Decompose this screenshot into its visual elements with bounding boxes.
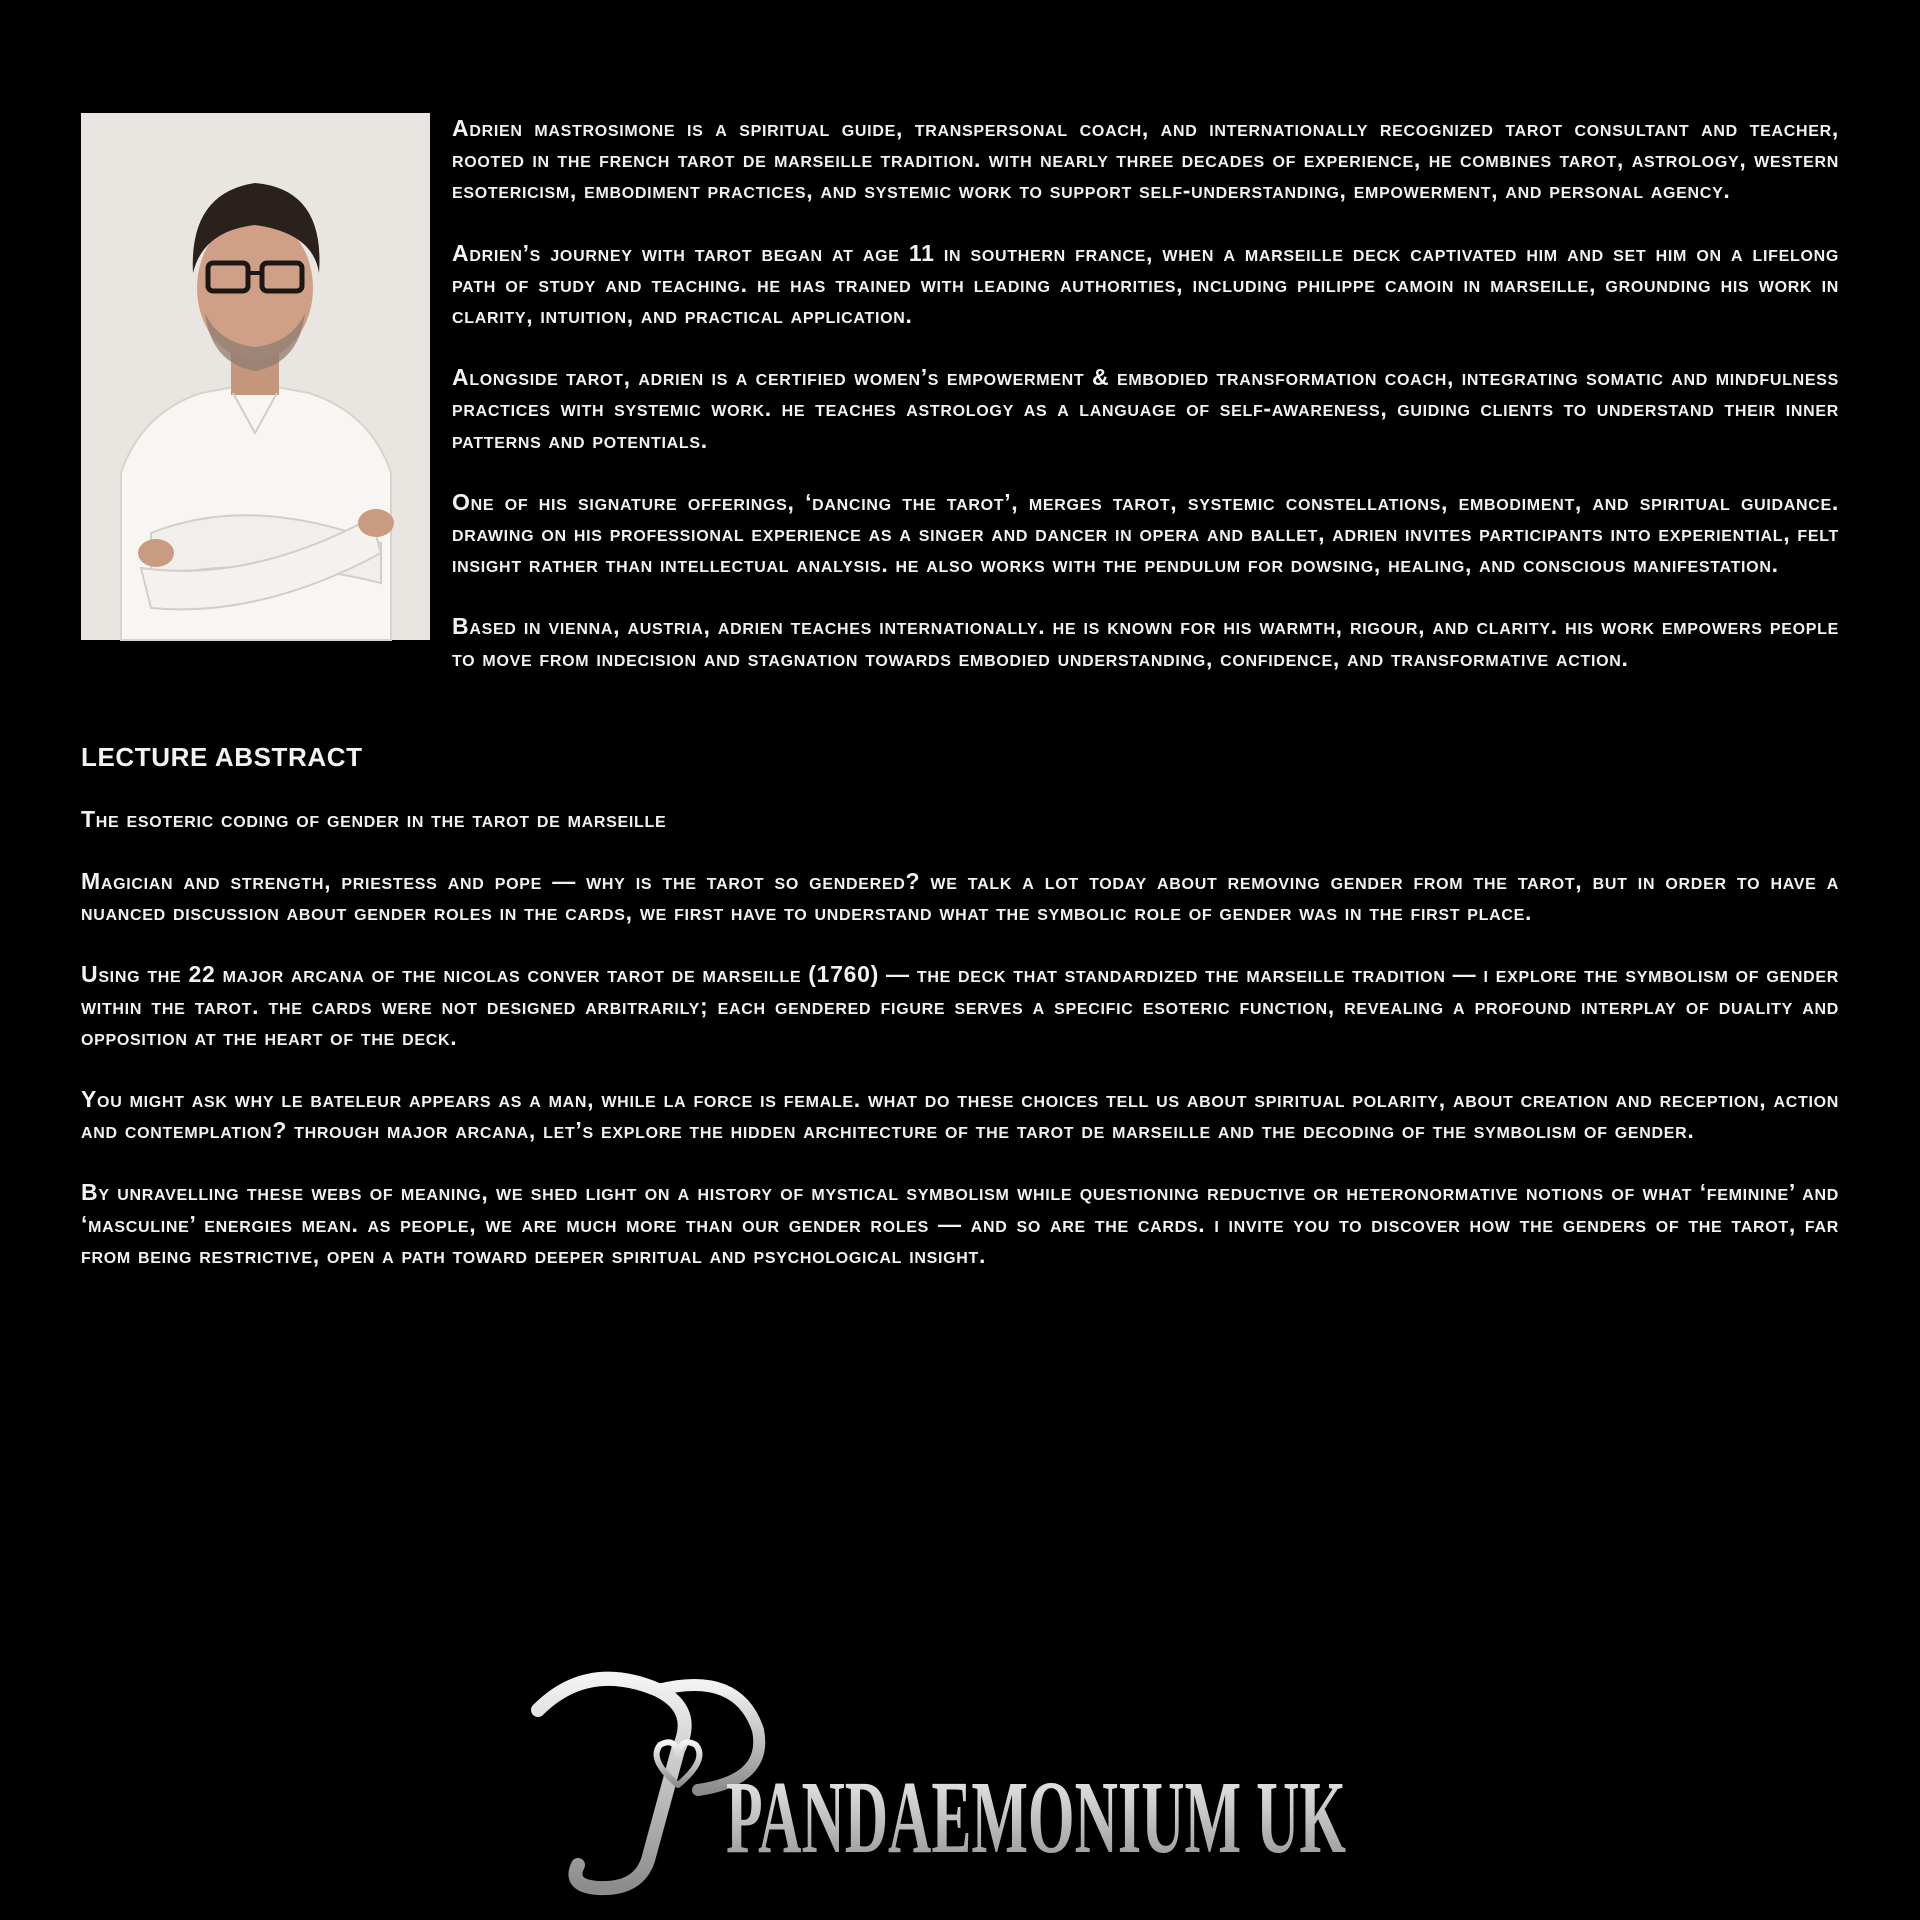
- abstract-paragraph-2: Using the 22 major arcana of the nicolas conver tarot de marseille (1760) — the deck that standardized the marseille tradition — i explore the symbolism of gender within the tarot. the cards were not designed arbitrarily; each gendered figure serves a specific esoteric function, revealing a profound interplay of duality and opposition at the heart of the deck.: [81, 961, 1839, 1050]
- lecture-abstract-heading: LECTURE ABSTRACT: [81, 741, 363, 772]
- logo-text: PANDAEMONIUM UK: [726, 1760, 1347, 1875]
- bio-paragraph-4: One of his signature offerings, ‘dancing the tarot’, merges tarot, systemic constellations, embodiment, and spiritual guidance. drawing on his professional experience as a singer and dancer in opera and ballet, adrien invites participants into experiential, felt insight rather than intellectual analysis. he also works with the pendulum for dowsing, healing, and conscious manifestation.: [452, 488, 1839, 578]
- bio-paragraph-2: Adrien’s journey with tarot began at age 11 in southern france, when a marseille deck captivated him and set him on a lifelong path of study and teaching. he has trained with leading authorities, including philippe camoin in marseille, grounding his work in clarity, intuition, and practical application.: [452, 239, 1839, 329]
- abstract-paragraph-1: Magician and strength, priestess and pope — why is the tarot so gendered? we talk a lot today about removing gender from the tarot, but in order to have a nuanced discussion about gender roles in the cards, we first have to understand what the symbolic role of gender was in the first place.: [81, 868, 1839, 926]
- portrait-image: [81, 113, 430, 640]
- lecture-title: The esoteric coding of gender in the tarot de marseille: [81, 805, 667, 832]
- abstract-paragraph-4: By unravelling these webs of meaning, we shed light on a history of mystical symbolism while questioning reductive or heteronormative notions of what ‘feminine’ and ‘masculine’ energies mean. as people, we are much more than our gender roles — and so are the cards. i invite you to discover how the genders of the tarot, far from being restrictive, open a path toward deeper spiritual and psychological insight.: [81, 1179, 1839, 1268]
- author-portrait: [81, 113, 430, 640]
- bio-paragraph-3: Alongside tarot, adrien is a certified women’s empowerment & embodied transformation coach, integrating somatic and mindfulness practices with systemic work. he teaches astrology as a language of self-awareness, guiding clients to understand their inner patterns and potentials.: [452, 364, 1839, 453]
- pandaemonium-logo: [528, 1650, 1378, 1900]
- document-page: [81, 113, 1839, 1302]
- leviathan-cross-icon: [652, 1670, 704, 1785]
- abstract-paragraph-3: You might ask why le bateleur appears as a man, while la force is female. what do these choices tell us about spiritual polarity, about creation and reception, action and contemplation? through major arcana, let’s explore the hidden architecture of the tarot de marseille and the decoding of the symbolism of gender.: [81, 1086, 1839, 1144]
- bio-paragraph-1: Adrien mastrosimone is a spiritual guide, transpersonal coach, and internationally recognized tarot consultant and teacher, rooted in the french tarot de marseille tradition. with nearly three decades of experience, he combines tarot, astrology, western esotericism, embodiment practices, and systemic work to support self-understanding, empowerment, and personal agency.: [452, 115, 1839, 204]
- bio-paragraph-5: Based in vienna, austria, adrien teaches internationally. he is known for his warmth, rigour, and clarity. his work empowers people to move from indecision and stagnation towards embodied understanding, confidence, and transformative action.: [452, 613, 1839, 671]
